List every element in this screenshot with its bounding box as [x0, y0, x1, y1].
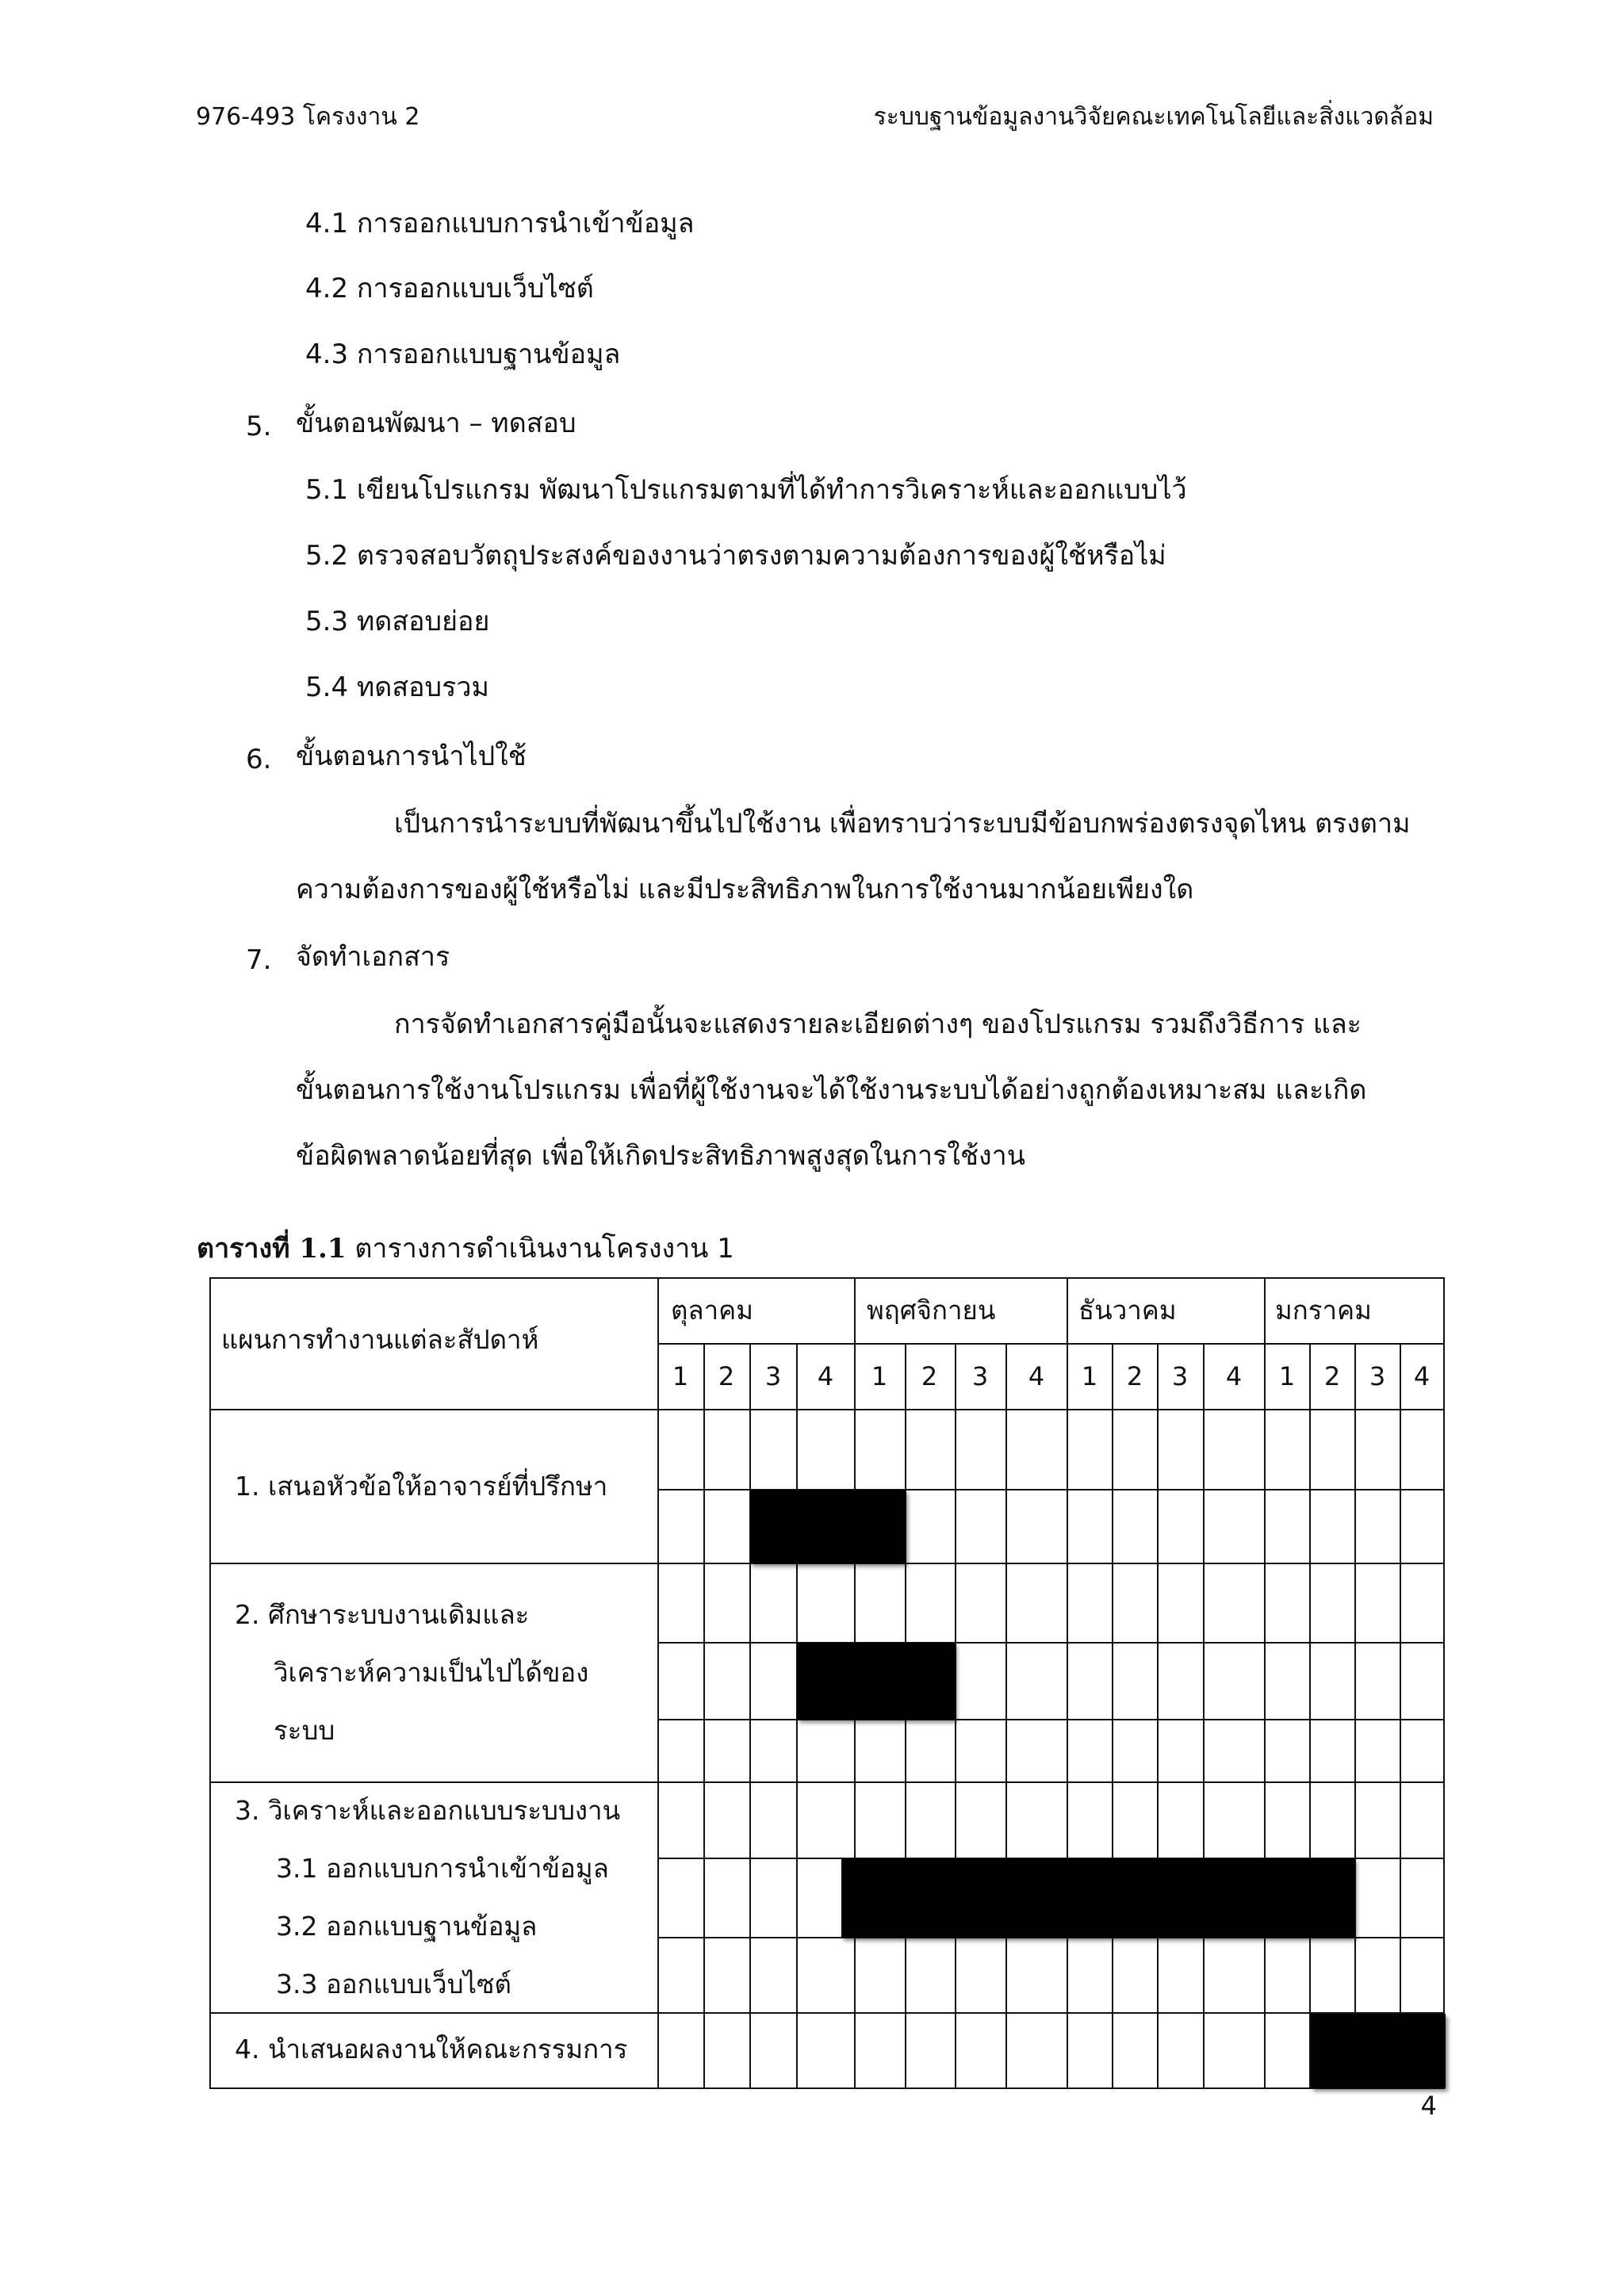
item-6-paragraph-line1: เป็นการนำระบบที่พัฒนาขึ้นไปใช้งาน เพื่อทราบว่าระบบมีข้อบกพร่องตรงจุดไหน ตรงตาม: [394, 808, 1411, 840]
table-rule: [1112, 1343, 1113, 2089]
item-5-heading: ขั้นตอนพัฒนา – ทดสอบ: [296, 408, 576, 439]
table-corner-label: แผนการทำงานแต่ละสัปดาห์: [221, 1324, 539, 1355]
month-header: พฤศจิกายน: [867, 1295, 996, 1326]
week-number: 2: [1323, 1361, 1341, 1391]
item-4-1: 4.1 การออกแบบการนำเข้าข้อมูล: [305, 208, 695, 239]
month-header: มกราคม: [1275, 1295, 1372, 1326]
subtask-label: 3.1 ออกแบบการนำเข้าข้อมูล: [276, 1853, 609, 1884]
item-5-1: 5.1 เขียนโปรแกรม พัฒนาโปรแกรมตามที่ได้ทำการวิเคราะห์และออกแบบไว้: [305, 474, 1187, 506]
subtask-label: 3.2 ออกแบบฐานข้อมูล: [276, 1911, 538, 1942]
table-rule: [209, 2087, 1445, 2089]
table-rule: [657, 1719, 1445, 1720]
table-rule: [657, 1277, 659, 2089]
table-rule: [1005, 1343, 1007, 2089]
table-rule: [955, 1343, 956, 2089]
table-rule: [209, 1409, 1445, 1410]
task-label: 2. ศึกษาระบบงานเดิมและ: [235, 1599, 530, 1630]
month-header: ตุลาคม: [671, 1295, 754, 1326]
week-number: 1: [1278, 1361, 1296, 1391]
item-6-heading: ขั้นตอนการนำไปใช้: [296, 740, 527, 772]
week-number: 4: [1413, 1361, 1431, 1391]
table-rule: [209, 1277, 1445, 1279]
item-7-paragraph-line2: ขั้นตอนการใช้งานโปรแกรม เพื่อที่ผู้ใช้งานจะได้ใช้งานระบบได้อย่างถูกต้องเหมาะสม และเกิด: [296, 1074, 1367, 1106]
item-7-number: 7.: [246, 944, 272, 976]
item-7-heading: จัดทำเอกสาร: [296, 941, 450, 973]
task-label: ระบบ: [274, 1715, 335, 1746]
month-header: ธันวาคม: [1078, 1295, 1177, 1326]
week-number: 3: [1369, 1361, 1386, 1391]
item-6-number: 6.: [246, 744, 272, 775]
table-rule: [1203, 1343, 1205, 2089]
subtask-label: 3.3 ออกแบบเว็บไซต์: [276, 1969, 511, 1999]
table-rule: [1067, 1277, 1068, 2089]
table-rule: [657, 1642, 1445, 1644]
header-course: 976-493 โครงงาน 2: [196, 103, 420, 131]
week-number: 4: [1028, 1361, 1045, 1391]
task-label: วิเคราะห์ความเป็นไปได้ของ: [274, 1657, 589, 1688]
table-rule: [749, 1343, 751, 2089]
item-7-paragraph-line3: ข้อผิดพลาดน้อยที่สุด เพื่อให้เกิดประสิทธิภาพสูงสุดในการใช้งาน: [296, 1140, 1025, 1172]
schedule-bar-task-4: [1311, 2014, 1446, 2088]
week-number: 2: [921, 1361, 938, 1391]
week-number: 4: [1225, 1361, 1243, 1391]
table-rule: [703, 1343, 705, 2089]
item-4-3: 4.3 การออกแบบฐานข้อมูล: [305, 339, 621, 370]
page-number: 4: [1420, 2091, 1437, 2121]
task-label: 1. เสนอหัวข้อให้อาจารย์ที่ปรึกษา: [235, 1471, 608, 1502]
week-number: 1: [672, 1361, 689, 1391]
item-7-paragraph-line1: การจัดทำเอกสารคู่มือนั้นจะแสดงรายละเอียดต่างๆ ของโปรแกรม รวมถึงวิธีการ และ: [394, 1008, 1362, 1040]
table-rule: [1309, 1343, 1311, 2089]
week-number: 3: [1171, 1361, 1189, 1391]
header-project-title: ระบบฐานข้อมูลงานวิจัยคณะเทคโนโลยีและสิ่งแวดล้อม: [873, 103, 1434, 131]
week-number: 2: [1126, 1361, 1143, 1391]
schedule-bar-task-2: [797, 1643, 955, 1720]
table-caption: [197, 1230, 734, 1268]
schedule-bar-task-3: [841, 1858, 1354, 1938]
table-caption-label: ตารางที่ 1.1: [197, 1233, 347, 1265]
item-5-2: 5.2 ตรวจสอบวัตถุประสงค์ของงานว่าตรงตามความต้องการของผู้ใช้หรือไม่: [305, 540, 1166, 572]
table-caption-text: ตารางการดำเนินงานโครงงาน 1: [346, 1233, 734, 1265]
item-5-number: 5.: [246, 411, 272, 442]
week-number: 4: [817, 1361, 834, 1391]
table-rule: [1157, 1343, 1159, 2089]
week-number: 3: [971, 1361, 989, 1391]
week-number: 3: [764, 1361, 782, 1391]
week-number: 1: [1081, 1361, 1098, 1391]
item-4-2: 4.2 การออกแบบเว็บไซต์: [305, 273, 594, 304]
task-label: 3. วิเคราะห์และออกแบบระบบงาน: [235, 1795, 621, 1826]
table-rule: [657, 1343, 1445, 1345]
item-5-4: 5.4 ทดสอบรวม: [305, 672, 489, 703]
table-rule: [209, 2012, 1445, 2014]
item-6-paragraph-line2: ความต้องการของผู้ใช้หรือไม่ และมีประสิทธิภาพในการใช้งานมากน้อยเพียงใด: [296, 874, 1194, 905]
table-rule: [1354, 1343, 1356, 2089]
table-rule: [1443, 1277, 1445, 2089]
task-label: 4. นำเสนอผลงานให้คณะกรรมการ: [235, 2034, 628, 2064]
schedule-bar-task-1: [750, 1490, 906, 1563]
table-rule: [209, 1781, 1445, 1783]
week-number: 1: [871, 1361, 888, 1391]
table-rule: [209, 1277, 211, 2089]
table-rule: [1400, 1343, 1401, 2089]
week-number: 2: [718, 1361, 735, 1391]
table-rule: [1264, 1277, 1266, 2089]
item-5-3: 5.3 ทดสอบย่อย: [305, 606, 490, 637]
